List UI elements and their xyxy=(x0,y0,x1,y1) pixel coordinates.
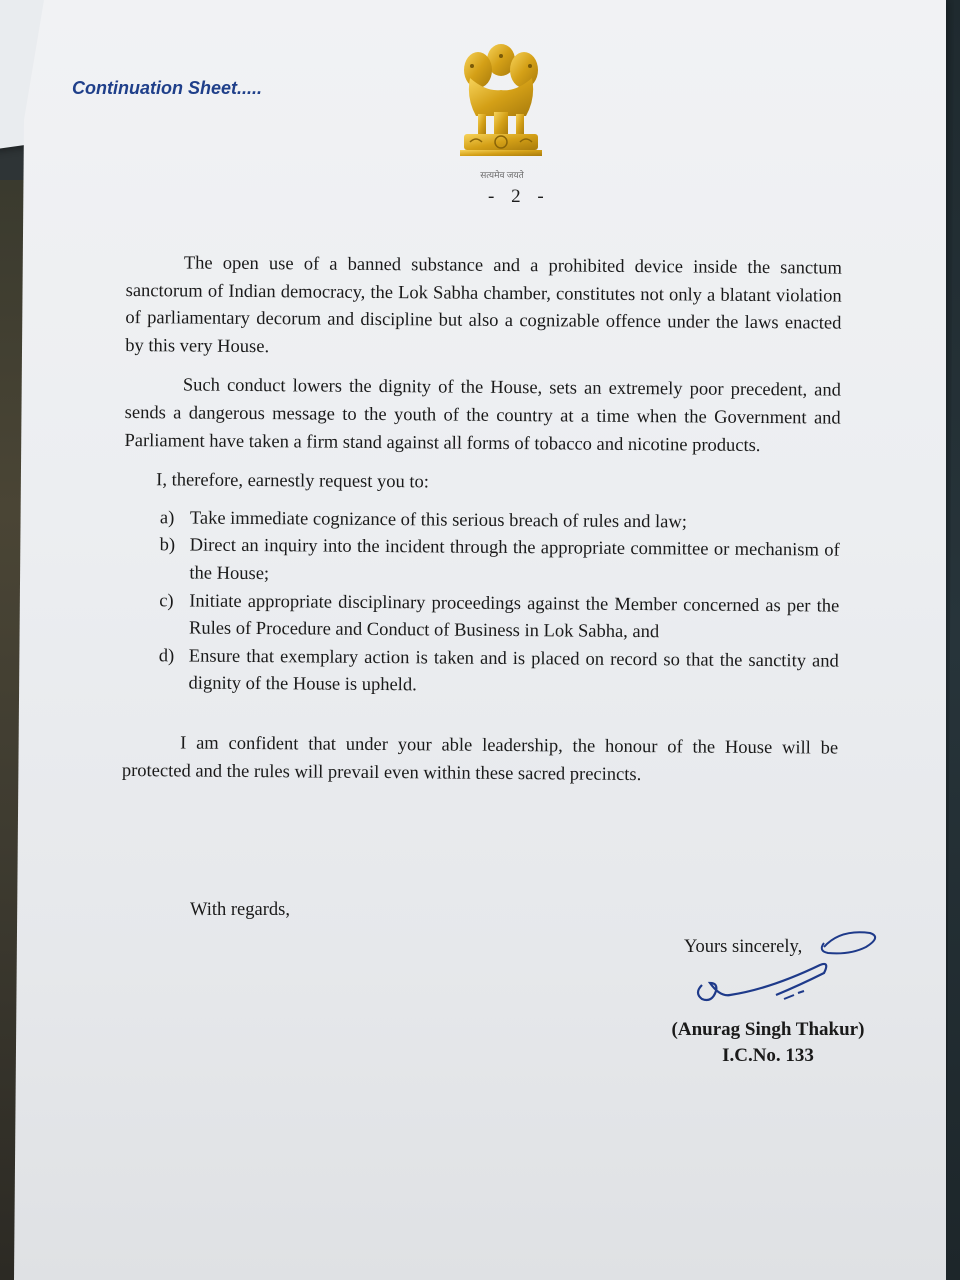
paragraph-4: I am confident that under your able leadership, the honour of the House will be protected and the rules will prevail even within these sacred precincts. xyxy=(121,733,839,785)
continuation-sheet-label: Continuation Sheet..... xyxy=(72,78,262,98)
emblem-motto: सत्यमेव जयते xyxy=(480,170,524,180)
list-text: Initiate appropriate disciplinary proceedings against the Member concerned as per the Rules of Procedure and Conduct of Business in Lok Sabha, and xyxy=(188,591,840,643)
paragraph-3: I, therefore, earnestly request you to: xyxy=(156,470,430,493)
list-marker: c) xyxy=(159,590,174,611)
list-marker: b) xyxy=(159,535,176,556)
list-item xyxy=(122,643,838,704)
ic-number: I.C.No. 133 xyxy=(722,1045,814,1066)
list-item xyxy=(123,588,839,649)
request-list xyxy=(122,505,839,704)
list-text: Direct an inquiry into the incident through the appropriate committee or mechanism of the House; xyxy=(189,535,840,585)
paragraph-2: Such conduct lowers the dignity of the House, sets an extremely poor precedent, and sends a dangerous message to the youth of the country at a time when the Government and Parliament have taken a firm stand against all forms of tobacco and nicotine products. xyxy=(124,375,841,456)
national-emblem-icon xyxy=(456,38,546,178)
signatory-block xyxy=(655,1017,881,1069)
signatory-name: (Anurag Singh Thakur) xyxy=(671,1019,865,1040)
sign-off-text: Yours sincerely, xyxy=(684,937,803,957)
handwritten-signature-icon xyxy=(690,925,890,1015)
list-marker: a) xyxy=(159,508,175,529)
letter-body xyxy=(122,250,842,791)
list-text: Take immediate cognizance of this serious breach of rules and law; xyxy=(189,508,687,533)
list-marker: d) xyxy=(158,645,175,667)
list-text: Ensure that exemplary action is taken and is placed on record so that the sanctity and dignity of the House is upheld. xyxy=(188,646,839,696)
page-number: - 2 - xyxy=(488,186,550,207)
paragraph-1: The open use of a banned substance and a prohibited device inside the sanctum sanctorum of Indian democracy, the Lok Sabha chamber, constitutes not only a blatant violation of parliamentary decorum and discipline but also a cognizable offence under the laws enacted by this very House. xyxy=(125,253,842,357)
list-item xyxy=(123,532,839,593)
regards-text: With regards, xyxy=(190,900,290,920)
